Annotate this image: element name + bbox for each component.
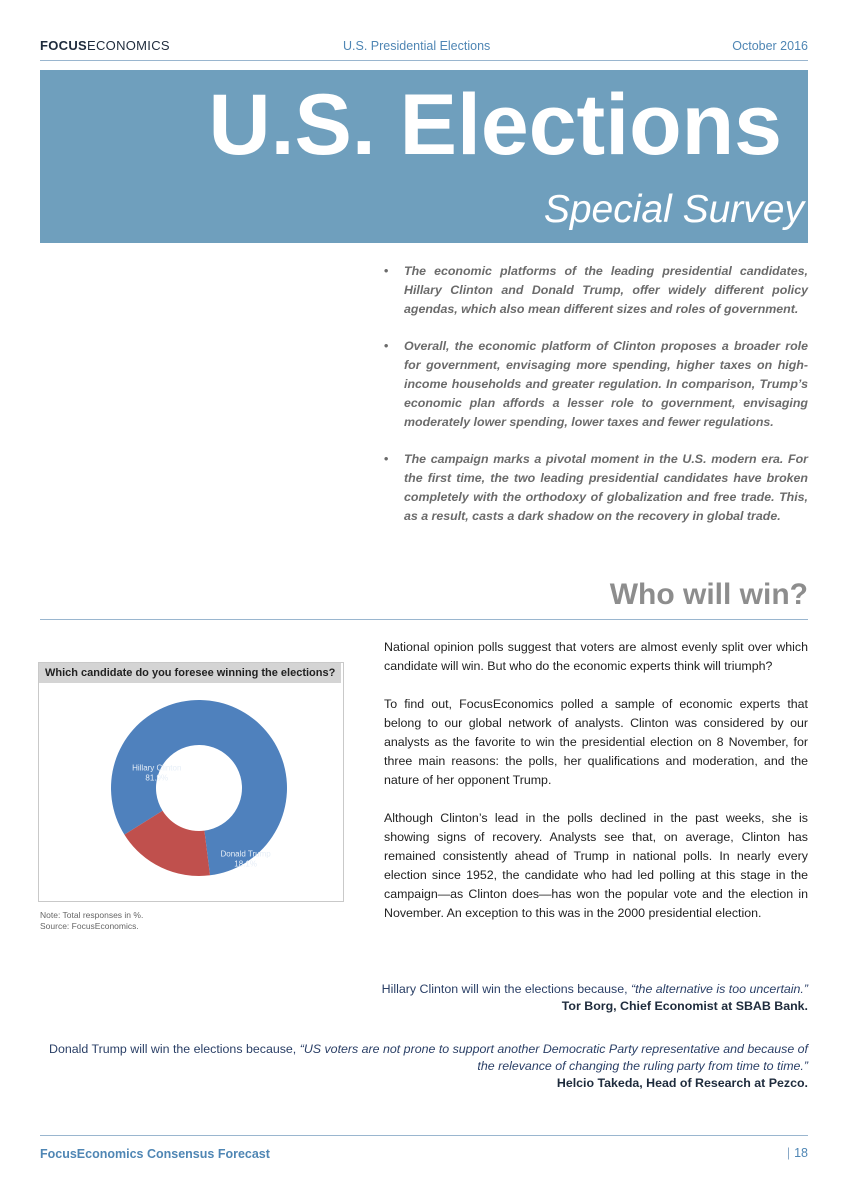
header-topic: U.S. Presidential Elections	[343, 39, 491, 53]
bullet-text: The campaign marks a pivotal moment in the U.S. modern era. For the first time, the two leading presidential candidates have broken completely with the orthodoxy of globalization and free trade. This, as a result, casts a dark shadow on the recovery in global trade.	[404, 452, 808, 523]
slice-category-label: Donald Trump	[220, 849, 271, 859]
banner-title: U.S. Elections	[208, 77, 782, 173]
expert-quote	[38, 1041, 808, 1092]
header-date: October 2016	[732, 39, 808, 53]
body-paragraph: To find out, FocusEconomics polled a sample of economic experts that belong to our global network of analysts. Clinton was considered by our analysts as the favorite to win the presidential election on 8 November, for three main reasons: the polls, her qualifications and moderation, and the nature of her opponent Trump.	[384, 697, 808, 787]
summary-bullet	[384, 337, 808, 432]
quote-text: “the alternative is too uncertain.”	[630, 982, 808, 996]
summary-bullet	[384, 262, 808, 319]
footer-publication: FocusEconomics Consensus Forecast	[40, 1147, 270, 1161]
chart-source-text: Source: FocusEconomics.	[40, 921, 139, 931]
donut-chart	[39, 683, 343, 901]
chart-note-text: Note: Total responses in %.	[40, 910, 144, 920]
summary-bullets	[384, 262, 808, 544]
article-body	[384, 638, 808, 942]
bullet-text: Overall, the economic platform of Clinton proposes a broader role for government, envisaging more spending, higher taxes on high-income households and greater regulation. In comparison, Trump’s economic plan affords a lesser role to government, envisaging moderately lower spending, lower taxes and fewer regulations.	[404, 339, 808, 429]
quote-text: “US voters are not prone to support another Democratic Party representative and because of the relevance of changing the ruling party from time to time.”	[299, 1042, 808, 1073]
body-paragraph: National opinion polls suggest that voters are almost evenly split over which candidate will win. But who do the economic experts think will triumph?	[384, 640, 808, 673]
quote-line	[38, 1041, 808, 1075]
quote-lead: Donald Trump will win the elections because,	[49, 1042, 300, 1056]
footer-page	[787, 1146, 808, 1160]
chart-title: Which candidate do you foresee winning the elections?	[39, 663, 341, 683]
slice-value-label: 81.9%	[145, 773, 169, 783]
bullet-dot-icon: •	[384, 339, 389, 353]
quote-lead: Hillary Clinton will win the elections because,	[381, 982, 631, 996]
title-banner	[40, 70, 808, 243]
footer-divider	[40, 1135, 808, 1136]
header-divider	[40, 60, 808, 61]
bullet-text: The economic platforms of the leading presidential candidates, Hillary Clinton and Donald Trump, offer widely different policy agendas, which also mean different sizes and roles of government.	[404, 264, 808, 316]
banner-subtitle: Special Survey	[543, 188, 804, 231]
focuseconomics-logo	[40, 38, 170, 53]
quote-line	[208, 981, 808, 998]
slice-value-label: 18.1%	[234, 859, 257, 869]
page-separator: |	[786, 1146, 791, 1160]
summary-bullet	[384, 450, 808, 526]
logo-bold-part: FOCUS	[40, 38, 87, 53]
chart-note	[40, 910, 143, 932]
quote-author: Tor Borg, Chief Economist at SBAB Bank.	[561, 999, 808, 1013]
section-title: Who will win?	[609, 578, 808, 611]
body-paragraph: Although Clinton’s lead in the polls declined in the past weeks, she is showing signs of recovery. Analysts see that, on average, Clinton has remained consistently ahead of Trump in national polls. In nearly every election since 1952, the candidate who had led polling at this stage in the campaign—as Clinton does—has won the popular vote and the election in November. An exception to this was in the 2000 presidential election.	[384, 811, 808, 920]
page-number: 18	[794, 1146, 808, 1160]
bullet-dot-icon: •	[384, 264, 389, 278]
bullet-dot-icon: •	[384, 452, 389, 466]
chart-panel	[38, 662, 344, 902]
slice-category-label: Hillary Clinton	[132, 763, 182, 773]
quote-author: Helcio Takeda, Head of Research at Pezco.	[556, 1076, 808, 1090]
section-divider	[40, 619, 808, 620]
expert-quote	[208, 981, 808, 1015]
logo-light-part: ECONOMICS	[87, 38, 170, 53]
